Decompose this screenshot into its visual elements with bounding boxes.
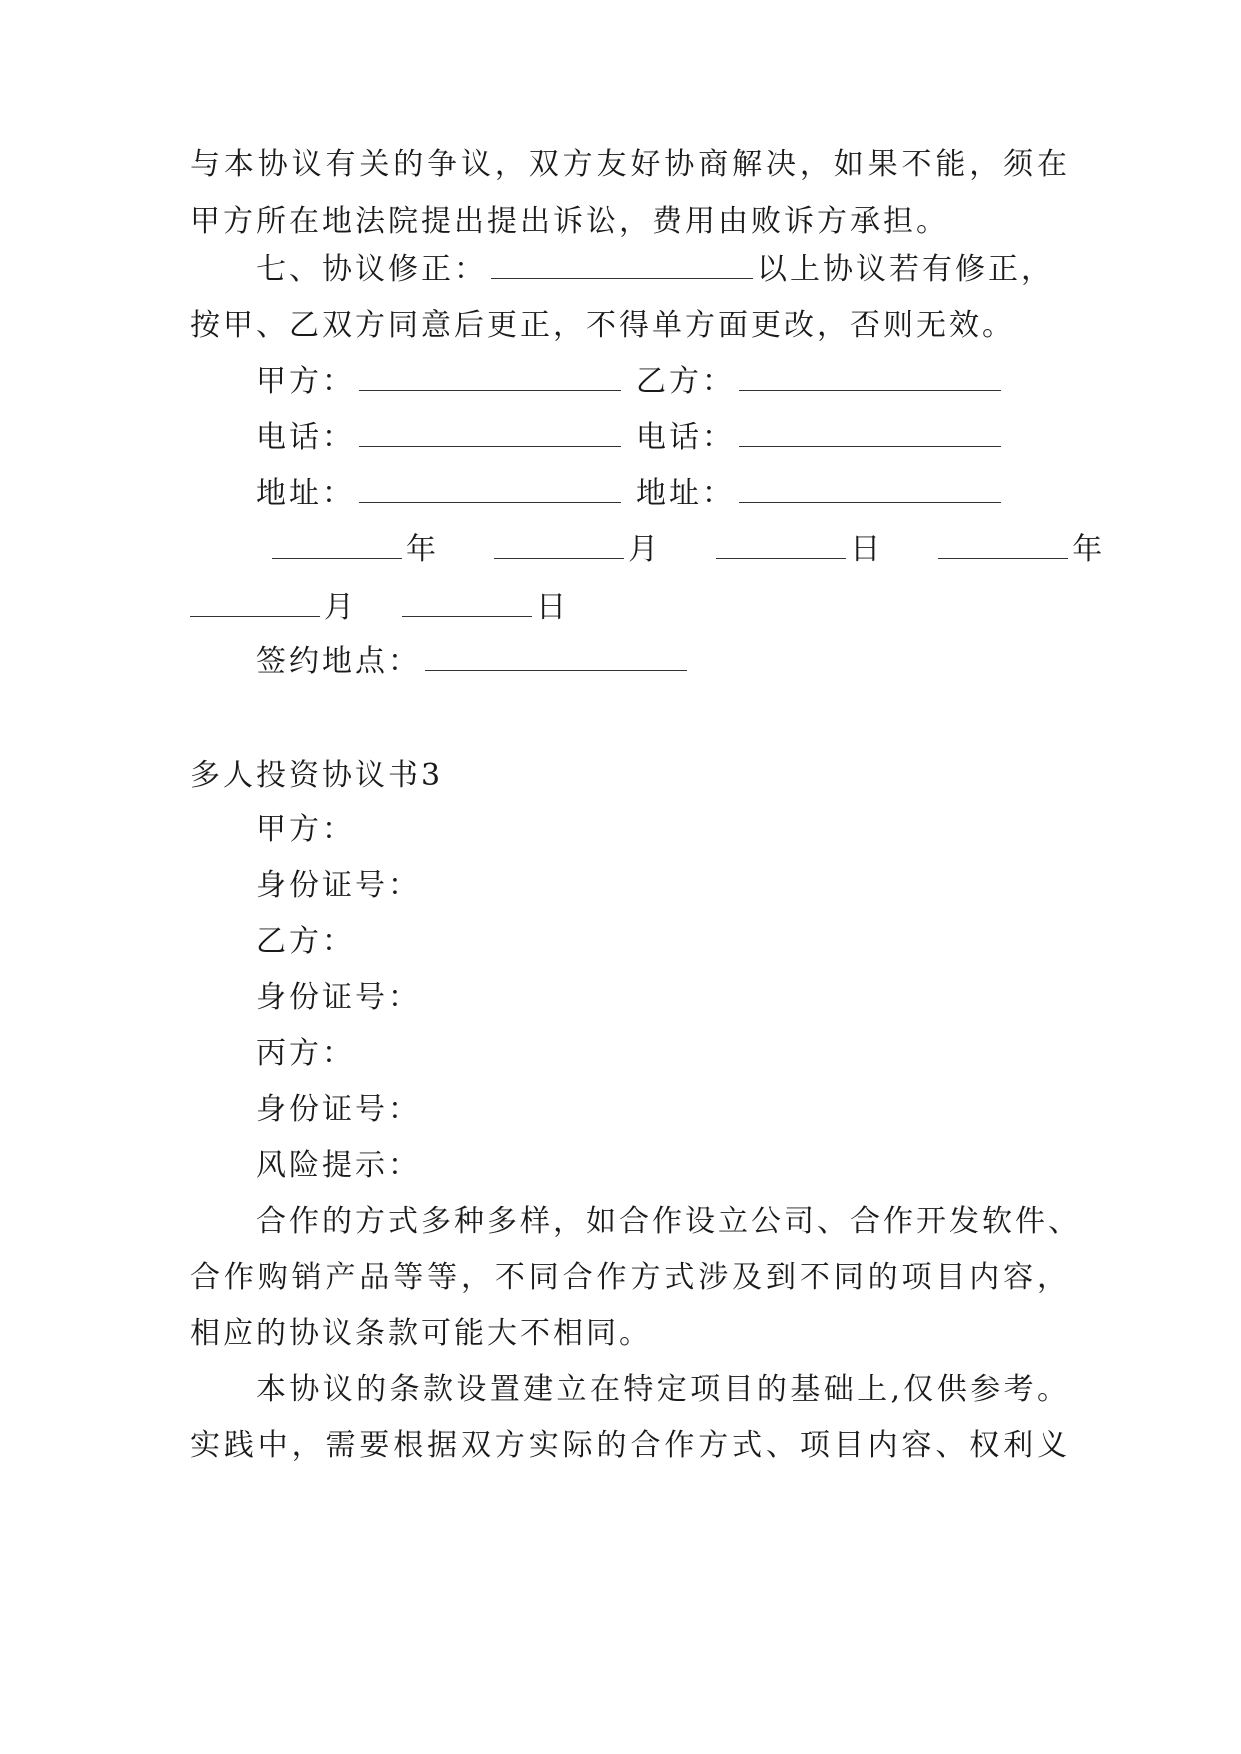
body-text-line: 甲方所在地法院提出提出诉讼，费用由败诉方承担。	[190, 204, 949, 239]
signing-place-row	[256, 642, 1070, 682]
field-id-a: 身份证号：	[256, 868, 421, 903]
address-a-blank	[359, 476, 621, 503]
party-b-label: 乙方：	[636, 364, 735, 399]
clause-7-label: 七、协议修正：	[256, 252, 487, 287]
phone-a-label: 电话：	[256, 420, 355, 455]
signature-row-address	[256, 474, 1070, 514]
field-risk: 风险提示：	[256, 1148, 421, 1183]
signing-place-label: 签约地点：	[256, 644, 421, 679]
signature-row-phone	[256, 418, 1070, 458]
month-a-label: 月	[628, 532, 662, 567]
field-id-b: 身份证号：	[256, 980, 421, 1015]
address-b-label: 地址：	[636, 476, 735, 511]
party-a-blank	[359, 364, 621, 391]
body-text-line: 与本协议有关的争议，双方友好协商解决，如果不能，须在	[190, 147, 1070, 182]
signature-row-party	[256, 362, 1070, 402]
field-party-b: 乙方：	[256, 924, 355, 959]
field-party-c: 丙方：	[256, 1036, 355, 1071]
risk-text-line: 本协议的条款设置建立在特定项目的基础上,仅供参考。	[256, 1372, 1070, 1407]
day-a-blank	[716, 532, 846, 559]
field-id-c: 身份证号：	[256, 1092, 421, 1127]
day-b-label: 日	[536, 590, 570, 625]
year-a-label: 年	[406, 532, 439, 567]
clause-7-tail: 以上协议若有修正，	[757, 252, 1054, 287]
phone-b-blank	[739, 420, 1001, 447]
year-b-blank	[938, 532, 1068, 559]
phone-b-label: 电话：	[636, 420, 735, 455]
month-a-blank	[494, 532, 624, 559]
risk-text-line: 合作的方式多种多样，如合作设立公司、合作开发软件、	[256, 1204, 1081, 1239]
body-text-line: 按甲、乙双方同意后更正，不得单方面更改，否则无效。	[190, 308, 1015, 343]
address-a-label: 地址：	[256, 476, 355, 511]
party-a-label: 甲方：	[256, 364, 355, 399]
date-row-2	[186, 588, 1066, 628]
date-row-1	[268, 530, 1106, 570]
month-b-blank	[190, 590, 320, 617]
address-b-blank	[739, 476, 1001, 503]
year-b-label: 年	[1072, 532, 1106, 567]
risk-text-line: 实践中，需要根据双方实际的合作方式、项目内容、权利义	[190, 1428, 1070, 1463]
field-party-a: 甲方：	[256, 812, 355, 847]
section-title: 多人投资协议书3	[190, 758, 444, 793]
risk-text-line: 相应的协议条款可能大不相同。	[190, 1316, 652, 1351]
risk-text-line: 合作购销产品等等，不同合作方式涉及到不同的项目内容，	[190, 1260, 1070, 1295]
phone-a-blank	[359, 420, 621, 447]
month-b-label: 月	[324, 590, 357, 625]
year-a-blank	[272, 532, 402, 559]
clause-7-blank	[491, 252, 753, 279]
clause-7-line	[256, 250, 1070, 290]
signing-place-blank	[425, 644, 687, 671]
day-a-label: 日	[850, 532, 884, 567]
day-b-blank	[402, 590, 532, 617]
party-b-blank	[739, 364, 1001, 391]
